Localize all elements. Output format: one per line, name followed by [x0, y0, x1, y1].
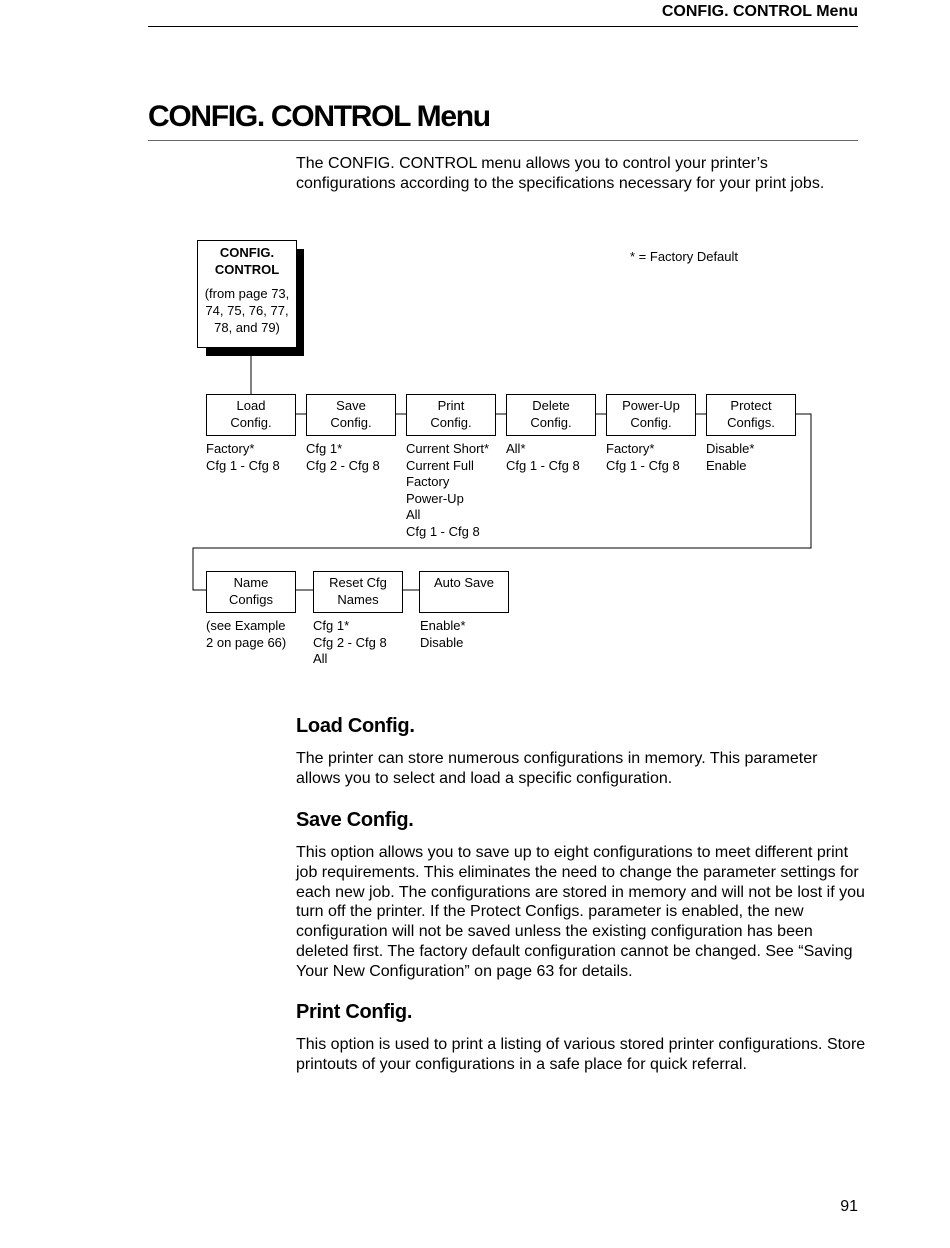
- option-item: All*: [506, 441, 526, 456]
- section-body-load-config: The printer can store numerous configurations in memory. This parameter allows you to select and load a specific configuration.: [296, 750, 818, 787]
- option-item: Factory*: [206, 441, 255, 456]
- power-up-config-box: Power-Up Config.: [606, 394, 696, 436]
- option-item: Enable: [706, 457, 747, 473]
- section-body-save-config: This option allows you to save up to eight configurations to meet different print job requirements. This eliminates the need to change the parameter settings for each new job. The configurations are stored in memory and will not be lost if you turn off the printer. If the Protect Configs. parameter is enabled, the new configuration will not be saved unless the existing configuration has been deleted first. The factory default configuration cannot be changed. See “Saving Your New Configuration” on page 63 for details.: [296, 844, 865, 980]
- protect-configs-box: Protect Configs.: [706, 394, 796, 436]
- print-config-options: [406, 441, 489, 540]
- name-configs-options: [206, 618, 286, 651]
- reset-cfg-names-box: Reset Cfg Names: [313, 571, 403, 613]
- save-config-options: [306, 441, 380, 474]
- reset-cfg-names-options: [313, 618, 387, 668]
- option-item: All: [313, 651, 328, 666]
- option-item: Cfg 1 - Cfg 8: [406, 523, 480, 539]
- section-heading-load-config: Load Config.: [296, 715, 415, 737]
- option-item: Cfg 1 - Cfg 8: [506, 457, 580, 473]
- option-item: Factory*: [606, 441, 655, 456]
- option-item: Current Full: [406, 457, 474, 473]
- name-configs-box: Name Configs: [206, 571, 296, 613]
- section-heading-print-config: Print Config.: [296, 1001, 413, 1023]
- option-item: Current Short*: [406, 441, 490, 456]
- option-item: Cfg 2 - Cfg 8: [313, 634, 387, 650]
- root-menu-box: [197, 240, 297, 348]
- delete-config-box: Delete Config.: [506, 394, 596, 436]
- option-item: Factory: [406, 474, 450, 489]
- option-item: (see Example: [206, 618, 286, 633]
- option-item: Cfg 1 - Cfg 8: [206, 457, 280, 473]
- root-menu-title: CONFIG. CONTROL: [214, 245, 280, 277]
- load-config-options: [206, 441, 280, 474]
- option-item: Power-Up: [406, 490, 464, 506]
- section-body-print-config: This option is used to print a listing of various stored printer configurations. Store printouts of your configurations in a safe place for quick referral.: [296, 1036, 866, 1073]
- save-config-box: Save Config.: [306, 394, 396, 436]
- section-heading-save-config: Save Config.: [296, 809, 414, 831]
- option-item: Disable*: [706, 441, 755, 456]
- option-item: Cfg 1 - Cfg 8: [606, 457, 680, 473]
- page-number: 91: [840, 1198, 858, 1215]
- protect-configs-options: [706, 441, 754, 474]
- option-item: Cfg 1*: [306, 441, 343, 456]
- power-up-config-options: [606, 441, 680, 474]
- option-item: 2 on page 66): [206, 634, 287, 650]
- delete-config-options: [506, 441, 580, 474]
- root-menu-subtitle: (from page 73, 74, 75, 76, 77, 78, and 79): [204, 286, 290, 335]
- option-item: Cfg 2 - Cfg 8: [306, 457, 380, 473]
- auto-save-box: Auto Save: [419, 571, 509, 613]
- load-config-box: Load Config.: [206, 394, 296, 436]
- print-config-box: Print Config.: [406, 394, 496, 436]
- option-item: Disable: [420, 634, 464, 650]
- intro-paragraph: The CONFIG. CONTROL menu allows you to control your printer’s configurations according to the specifications necessary for your print jobs.: [296, 155, 825, 192]
- page-title: CONFIG. CONTROL Menu: [148, 100, 490, 133]
- option-item: Enable*: [420, 618, 466, 633]
- option-item: Cfg 1*: [313, 618, 350, 633]
- option-item: All: [406, 507, 421, 522]
- auto-save-options: [420, 618, 466, 651]
- running-header-title: CONFIG. CONTROL Menu: [661, 3, 858, 20]
- factory-default-legend: * = Factory Default: [630, 249, 739, 264]
